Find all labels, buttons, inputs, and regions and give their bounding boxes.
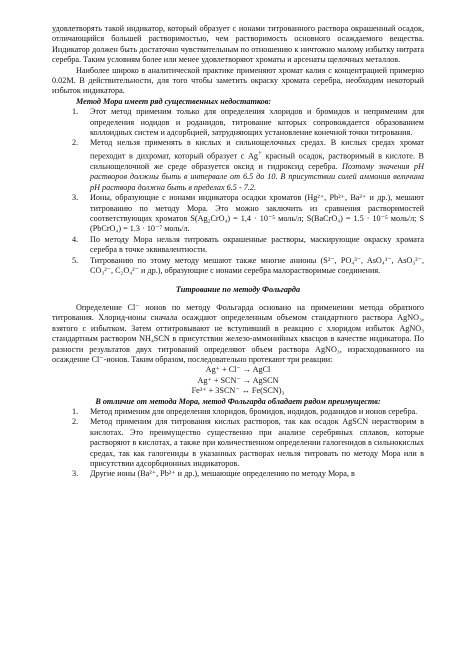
list-item [52,107,424,138]
list-item [52,469,424,479]
list-item-number: 1. [72,107,79,117]
list-item-text: По методу Мора нельзя титровать окрашенные растворы, маскирующие окраску хромата серебра в точке эквивалентности. [90,234,424,255]
list-item-text: Другие ионы (Ba²⁺, Pb²⁺ и др.), мешающие определению по методу Мора, в [90,469,355,479]
superscript: + [258,149,262,157]
equation: Ag⁺ + Cl⁻ → AgCl [205,365,271,375]
list-item-text: Титрованию по этому методу мешают также многие анионы (S²⁻, PO₄³⁻, AsO₄³⁻, AsO₃³⁻, CO₃²⁻, C₂O₄²⁻ и др.), образующие с ионами серебра малорастворимые соединения. [90,255,424,276]
chromate-paragraph: Наиболее широко в аналитической практике применяют хромат калия с концентрацией примерно 0.02М. В действительности, для того чтобы заметить окраску хромата серебра, необходим некоторый избыток индикатора. [52,65,424,96]
list-item-text: красный осадок, растворимый в кислоте. В сильнощелочной же среде образуется оксид и гидроксид серебра. [90,151,425,172]
mohr-disadvantages-list [52,107,424,276]
list-item [52,256,424,277]
volhard-paragraph: Определение Cl⁻ ионов по методу Фольгарда основано на применении метода обратного титрования. Хлорид-ионы сначала осаждают определенным объемом стандартного раствора AgNO₃, взятого с избытком. Затем оттитровывают не вступивший в реакцию с хлоридом избыток AgNO₃ стандартным раствором NH₄SCN в присутствии железо-аммонийных квасцов в качестве индикатора. По разности результатов двух титрований определяют объем раствора AgNO₃, израсходованного на осаждение Cl⁻-ионов. Таким образом, последовательно протекают три реакции: [52,302,424,364]
equation: Fe³⁺ + 3SCN⁻ ↔ Fe(SCN)₃ [191,386,285,396]
list-item [52,407,424,417]
list-item-text: Этот метод применим только для определения хлоридов и бромидов и неприменим для определения иодидов и роданидов, титрование которых сопровождается образованием коллоидных систем и адсорбцией, затрудняющих установление конечной точки титрования. [90,107,424,138]
reaction-equations [52,365,424,396]
volhard-section-heading: Титрование по методу Фольгарда [175,285,301,295]
list-item [52,138,424,193]
list-item-text: Метод нельзя применять в кислых и сильнощелочных средах. В кислых средах хромат переходит в дихромат, который образует с Ag [90,138,424,161]
list-item-text: Ионы, образующие с ионами индикатора осадки хроматов (Hg²⁺, Pb²⁺, Ba²⁺ и др.), мешают титрованию по методу Мора. Это можно заключить из сравнения растворимостей соответствующих хроматов S(Ag₂CrO₄) = 1,4 · 10⁻⁵ моль/л; S(BaCrO₄) = 1.5 · 10⁻⁵ моль/л; S (PbCrO₄) = 1.3 · 10⁻⁷ моль/л. [90,193,424,234]
list-item-italic-text: Поэтому значения pH растворов должны быть в интервале от 6.5 до 10. В присутствии солей аммония величина pH раствора должна быть в пределах 6.5 - 7.2. [90,162,424,192]
equation: Ag⁺ + SCN⁻ → AgSCN [197,375,279,385]
volhard-advantages-list [52,407,424,480]
list-item-number: 2. [72,138,79,148]
intro-paragraph: удовлетворять такой индикатор, который образует с ионами титрованного раствора окрашенный осадок, отличающийся большей растворимостью, чем растворимость основного осаждаемого вещества. Индикатор должен быть достаточно чувствительным по отношению к ничтожно малому избытку нитрата серебра. Таким условиям более или менее удовлетворяют хроматы и арсенаты щелочных металлов. [52,24,424,65]
document-page [52,24,424,480]
list-item-number: 1. [72,406,79,416]
mohr-disadvantages-subheading: Метод Мора имеет ряд существенных недостатков: [76,96,272,106]
volhard-advantages-subheading: В отличие от метода Мора, метод Фольгарда обладает рядом преимуществ: [95,396,381,406]
list-item-text: Метод применим для титрования кислых растворов, так как осадок AgSCN нерастворим в кислотах. Это преимущество существенно при анализе серебряных сплавов, которые растворяют в кислотах, а также при количественном определении галогенидов в сильнокислых средах, так как галогениды в указанных растворах нельзя титровать по методу Мора или в присутствии адсорбционных индикаторов. [90,417,424,468]
list-item-number: 2. [72,417,79,427]
list-item-text: Метод применим для определения хлоридов, бромидов, иодидов, роданидов и ионов серебра. [90,406,418,416]
list-item [52,417,424,469]
list-item [52,193,424,235]
list-item-number: 3. [72,193,79,203]
list-item [52,235,424,256]
list-item-number: 4. [72,234,79,244]
list-item-number: 3. [72,469,79,479]
list-item-number: 5. [72,255,79,265]
